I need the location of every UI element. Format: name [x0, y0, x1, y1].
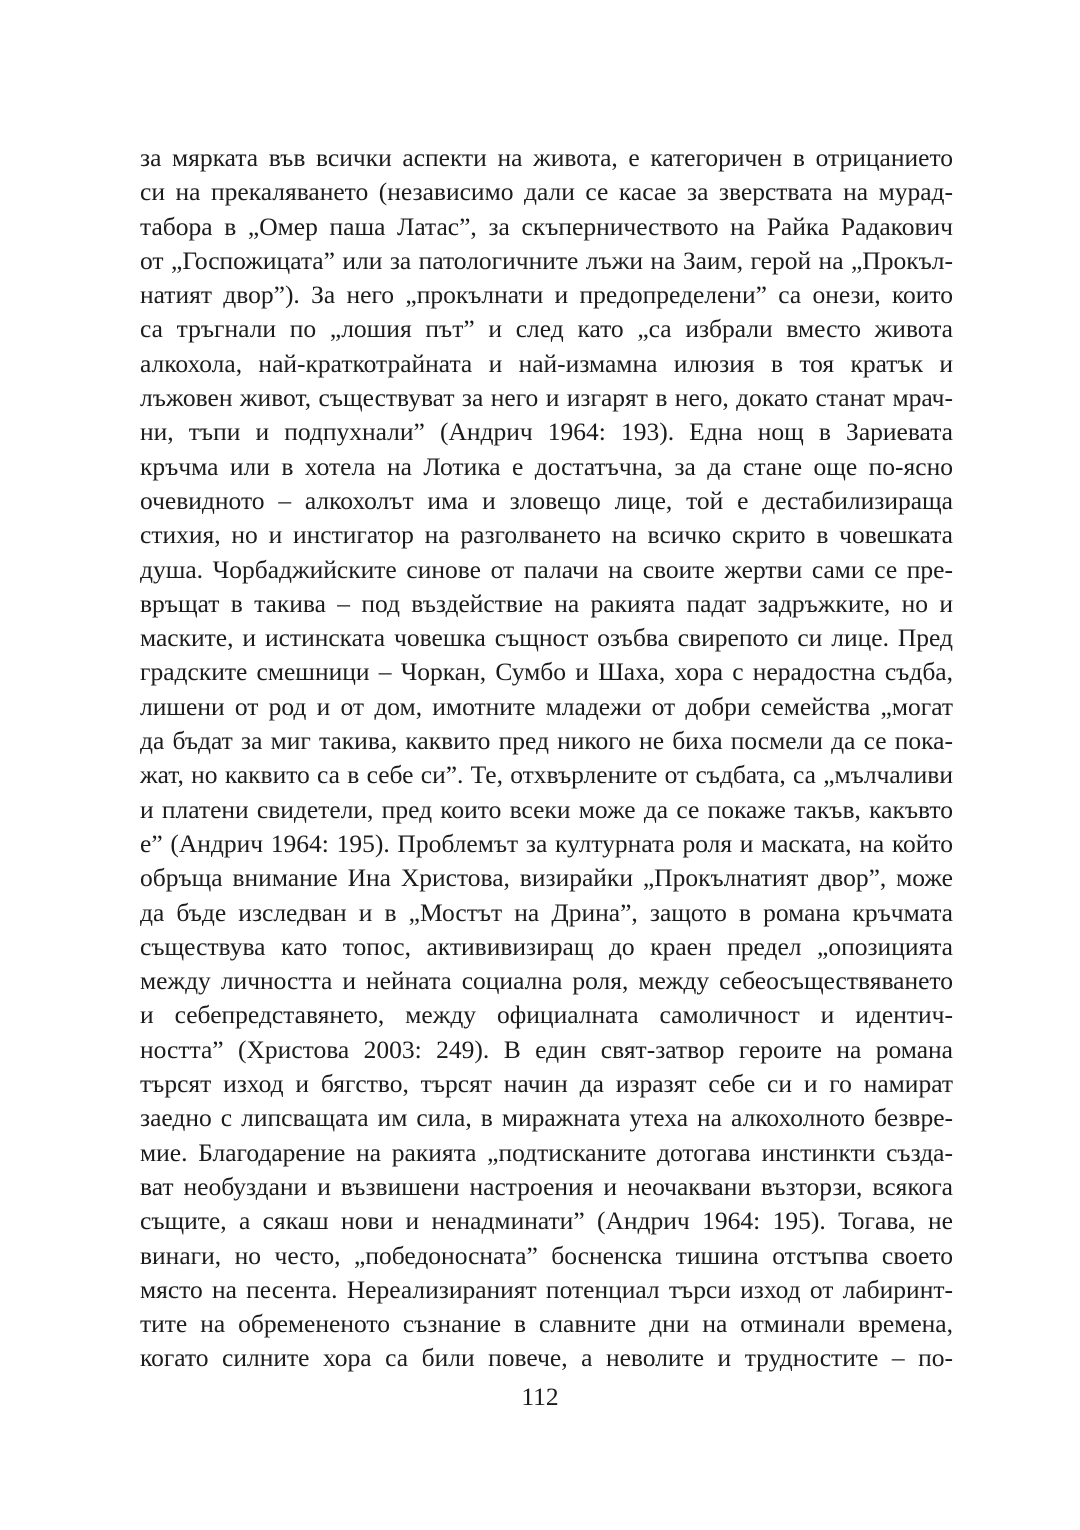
text-line: е” (Андрич 1964: 195). Проблемът за културната роля и маската, на който [140, 828, 953, 858]
text-line: заедно с липсващата им сила, в миражната утеха на алкохолното безвре- [140, 1103, 953, 1133]
text-line: мие. Благодарение на ракията „подтисканите дотогава инстинкти създа- [140, 1137, 953, 1167]
text-line: от „Госпожицата” или за патологичните лъжи на Заим, герой на „Прокъл- [140, 245, 953, 275]
text-line: са тръгнали по „лошия път” и след като „са избрали вместо живота [140, 314, 953, 344]
text-line: връщат в такива – под въздействие на ракията падат задръжките, но и [140, 588, 953, 618]
text-line: маските, и истинската човешка същност озъбва свирепото си лице. Пред [140, 623, 953, 653]
text-line: си на прекаляването (независимо дали се касае за зверствата на мурад- [140, 177, 953, 207]
text-line: търсят изход и бягство, търсят начин да изразят себе си и го намират [140, 1069, 953, 1099]
text-line: очевидното – алкохолът има и зловещо лице, той е дестабилизираща [140, 485, 953, 515]
text-line: натият двор”). За него „прокълнати и предопределени” са онези, които [140, 280, 953, 310]
text-line: когато силните хора са били повече, а неволите и трудностите – по- [140, 1343, 953, 1373]
text-line: за мярката във всички аспекти на живота, е категоричен в отрицанието [140, 143, 953, 172]
text-line: ни, тъпи и подпухнали” (Андрич 1964: 193). Една нощ в Зариевата [140, 417, 953, 447]
text-line: между личността и нейната социална роля, между себеосъществяването [140, 966, 953, 996]
text-line: съществува като топос, актививизиращ до краен предел „опозицията [140, 931, 953, 961]
text-line: ват необуздани и възвишени настроения и неочаквани възторзи, всякога [140, 1171, 953, 1201]
text-line: стихия, но и инстигатор на разголването на всичко скрито в човешката [140, 520, 953, 550]
text-line: градските смешници – Чоркан, Сумбо и Шаха, хора с нерадостна съдба, [140, 657, 953, 687]
text-line: лишени от род и от дом, имотните младежи от добри семейства „могат [140, 691, 953, 721]
text-line: кръчма или в хотела на Лотика е достатъчна, за да стане още по-ясно [140, 451, 953, 481]
text-line: същите, а сякаш нови и ненадминати” (Андрич 1964: 195). Тогава, не [140, 1206, 953, 1236]
text-line: душа. Чорбаджийските синове от палачи на своите жертви сами се пре- [140, 554, 953, 584]
text-line: винаги, но често, „победоносната” босненска тишина отстъпва своето [140, 1240, 953, 1270]
text-line: и платени свидетели, пред които всеки може да се покаже такъв, какъвто [140, 794, 953, 824]
page-number: 112 [521, 1382, 559, 1411]
text-line: да бъде изследван и в „Мостът на Дрина”, защото в романа кръчмата [140, 897, 953, 927]
text-line: да бъдат за миг такива, каквито пред никого не биха посмели да се пока- [140, 726, 953, 756]
text-line: и себепредставянето, между официалната самоличност и идентич- [140, 1000, 953, 1030]
text-line: лъжовен живот, съществуват за него и изгарят в него, докато станат мрач- [140, 383, 953, 413]
body-text [140, 141, 953, 1376]
text-line: ността” (Христова 2003: 249). В един свят-затвор героите на романа [140, 1034, 953, 1064]
text-line: обръща внимание Ина Христова, визирайки „Прокълнатият двор”, може [140, 863, 953, 893]
text-line: тите на обремененото съзнание в славните дни на отминали времена, [140, 1309, 953, 1339]
text-line: жат, но каквито са в себе си”. Те, отхвърлените от съдбата, са „мълчаливи [140, 760, 953, 790]
text-line: алкохола, най-краткотрайната и най-измамна илюзия в тоя кратък и [140, 348, 953, 378]
text-line: табора в „Омер паша Латас”, за скъперничеството на Райка Радакович [140, 211, 953, 241]
text-line: място на песента. Нереализираният потенциал търси изход от лабиринт- [140, 1274, 953, 1304]
